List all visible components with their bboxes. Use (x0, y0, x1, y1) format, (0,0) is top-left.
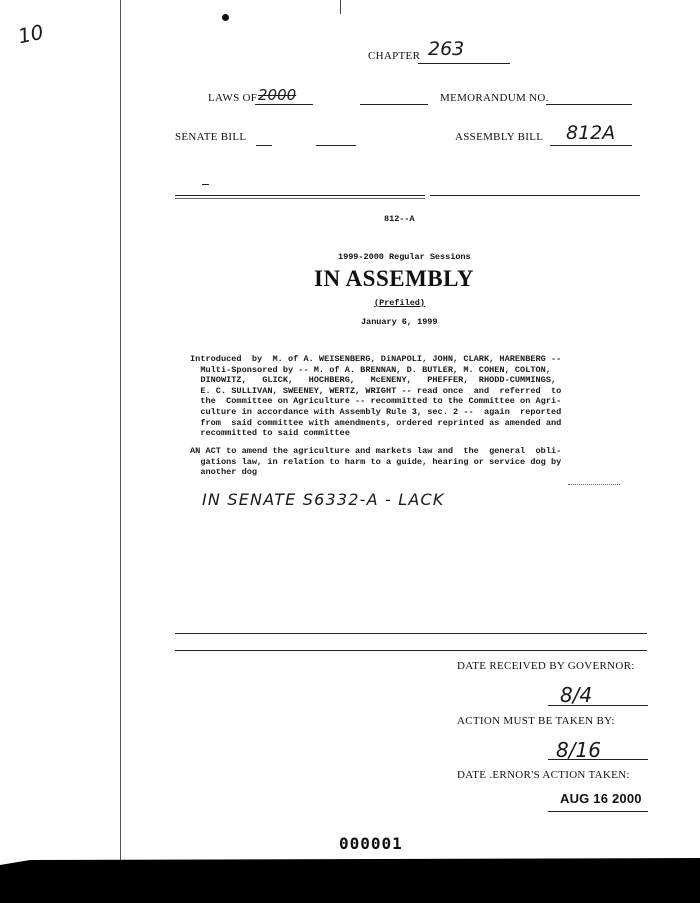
page-number: 000001 (339, 834, 403, 853)
introduced-line: E. C. SULLIVAN, SWEENEY, WERTZ, WRIGHT -- read once and referred to (190, 385, 562, 396)
bottom-rule-1 (175, 633, 647, 634)
action-by-underline (548, 759, 648, 760)
senate-bill-label: SENATE BILL (175, 131, 247, 143)
act-line: another dog (190, 467, 258, 478)
introduced-line: from said committee with amendments, ordered reprinted as amended and (190, 417, 562, 428)
memorandum-blank (546, 104, 632, 105)
small-dash (202, 184, 209, 185)
introduced-line: Introduced by M. of A. WEISENBERG, DiNAPOLI, JOHN, CLARK, HARENBERG -- (190, 354, 562, 364)
assembly-bill-label: ASSEMBLY BILL (455, 131, 544, 143)
laws-of-value: 2000 (258, 86, 297, 104)
chamber-title: IN ASSEMBLY (314, 266, 474, 291)
bottom-rule-2 (175, 650, 647, 651)
introduced-line: DINOWITZ, GLICK, HOCHBERG, McENENY, PHEFFER, RHODD-CUMMINGS, (190, 375, 557, 386)
introduced-line: recommitted to said committee (190, 428, 350, 439)
laws-of-blank (360, 104, 428, 105)
session-line: 1999-2000 Regular Sessions (338, 252, 471, 262)
bill-date: January 6, 1999 (361, 317, 438, 327)
action-taken-stamp: AUG 16 2000 (560, 791, 642, 806)
action-taken-underline (548, 811, 648, 812)
top-rule-right (430, 195, 640, 196)
handwritten-senate-note: IN SENATE S6332-A - LACK (202, 490, 445, 509)
laws-of-underline (255, 104, 313, 105)
laws-of-label: LAWS OF (208, 92, 258, 104)
bill-number: 812--A (384, 214, 415, 224)
chapter-label: CHAPTER (368, 50, 421, 62)
dotted-mark (568, 484, 620, 485)
date-received-label: DATE RECEIVED BY GOVERNOR: (457, 660, 635, 672)
introduced-line: Multi-Sponsored by -- M. of A. BRENNAN, D. BUTLER, M. COHEN, COLTON, (190, 364, 551, 375)
assembly-bill-underline (550, 145, 632, 146)
handwritten-page-mark: 10 (15, 19, 46, 49)
act-line: gations law, in relation to harm to a guide, hearing or service dog by (190, 456, 562, 467)
top-rule-left-2 (175, 198, 425, 199)
date-received-underline (548, 705, 648, 706)
assembly-bill-value: 812A (566, 122, 616, 144)
act-line: AN ACT to amend the agriculture and markets law and the general obli- (190, 446, 562, 456)
left-margin-line (120, 0, 121, 860)
action-taken-label: DATE .ERNOR'S ACTION TAKEN: (457, 769, 630, 781)
prefiled-line: (Prefiled) (374, 298, 426, 308)
scan-edge-shadow (0, 850, 700, 903)
date-received-value: 8/4 (560, 683, 593, 707)
introduced-line: culture in accordance with Assembly Rule 3, sec. 2 -- again reported (190, 407, 562, 417)
top-tick-line (340, 0, 341, 14)
top-rule-left (175, 195, 425, 196)
introduced-line: the Committee on Agriculture -- recommitted to the Committee on Agri- (190, 396, 562, 407)
memorandum-label: MEMORANDUM NO. (440, 92, 549, 104)
ink-dot (222, 14, 229, 21)
action-by-label: ACTION MUST BE TAKEN BY: (457, 715, 615, 727)
action-by-value: 8/16 (556, 738, 601, 762)
chapter-value: 263 (428, 38, 465, 60)
senate-bill-blank (256, 145, 272, 146)
senate-bill-blank-2 (316, 145, 356, 146)
chapter-underline (418, 63, 510, 64)
